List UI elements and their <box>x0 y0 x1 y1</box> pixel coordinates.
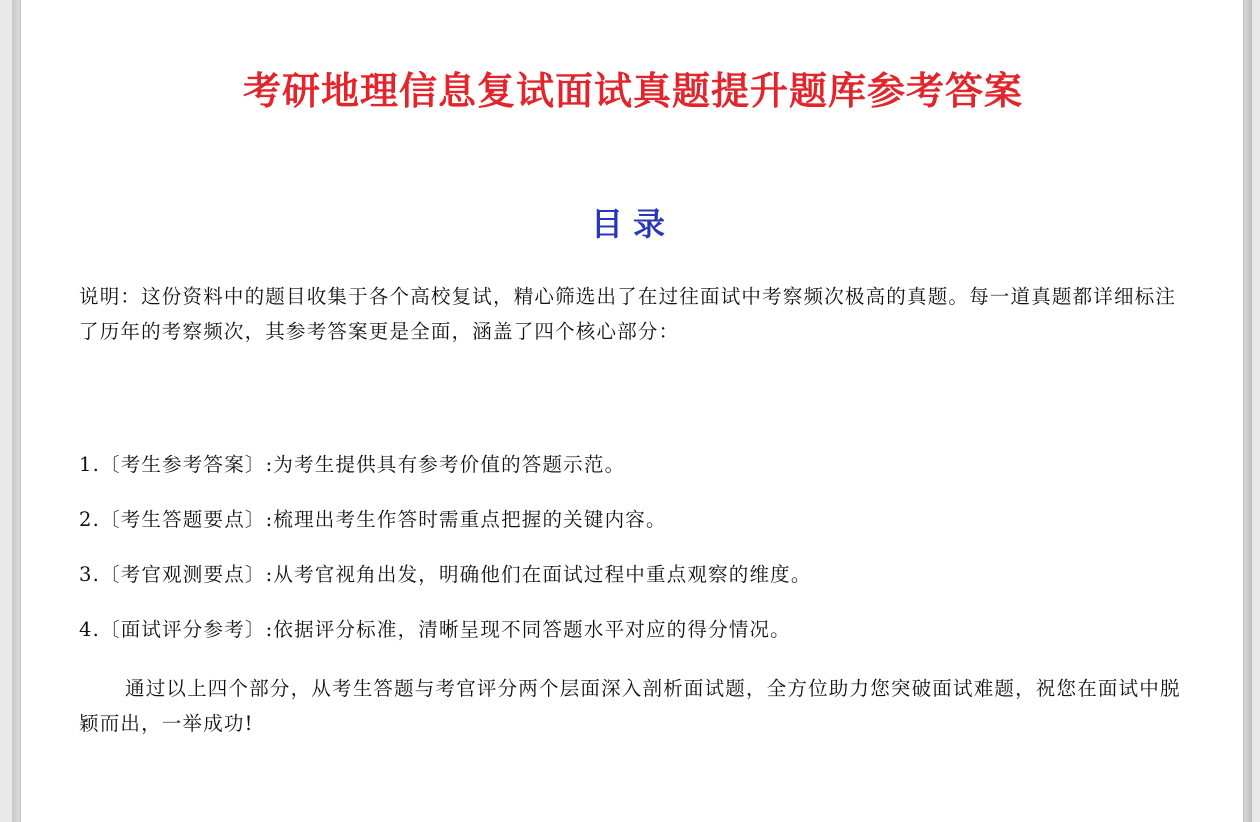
conclusion-paragraph: 通过以上四个部分，从考生答题与考官评分两个层面深入剖析面试题，全方位助力您突破面试难题，祝您在面试中脱颖而出，一举成功! <box>79 677 1181 735</box>
list-item: 3.〔考官观测要点〕:从考官视角出发，明确他们在面试过程中重点观察的维度。 <box>79 563 812 586</box>
page-shadow-right <box>1244 0 1252 822</box>
page-shadow-left <box>12 0 20 822</box>
document-page <box>20 0 1244 822</box>
intro-paragraph: 说明：这份资料中的题目收集于各个高校复试，精心筛选出了在过往面试中考察频次极高的真题。每一道真题都详细标注了历年的考察频次，其参考答案更是全面，涵盖了四个核心部分： <box>79 285 1177 343</box>
list-item: 2.〔考生答题要点〕:梳理出考生作答时需重点把握的关键内容。 <box>79 508 667 531</box>
list-item: 1.〔考生参考答案〕:为考生提供具有参考价值的答题示范。 <box>79 453 626 476</box>
core-parts-list <box>79 447 1189 667</box>
list-item: 4.〔面试评分参考〕:依据评分标准，清晰呈现不同答题水平对应的得分情况。 <box>79 618 791 641</box>
document-title: 考研地理信息复试面试真题提升题库参考答案 <box>242 68 1023 113</box>
toc-heading: 目录 <box>590 205 675 243</box>
